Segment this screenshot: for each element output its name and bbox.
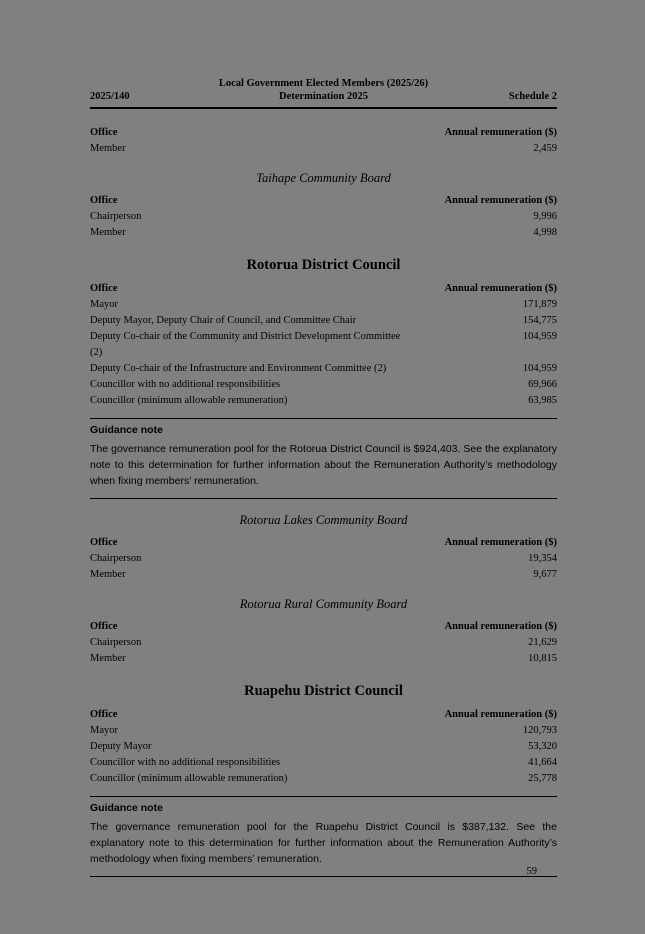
- amount-cell: 25,778: [528, 773, 557, 784]
- amount-cell: 9,996: [533, 211, 557, 222]
- table-row: [90, 225, 557, 241]
- table-row: [90, 635, 557, 651]
- amount-column-header: Annual remuneration ($): [444, 195, 557, 206]
- table-header-row: [90, 619, 557, 635]
- office-cell: Councillor with no additional responsibilities: [90, 379, 281, 390]
- running-header: [90, 77, 557, 103]
- guidance-note-ruapehu: [90, 796, 557, 877]
- table-row: [90, 739, 557, 755]
- amount-cell: 4,998: [533, 227, 557, 238]
- office-column-header: Office: [90, 621, 118, 632]
- amount-column-header: Annual remuneration ($): [444, 127, 557, 138]
- table-row: [90, 329, 557, 361]
- amount-cell: 10,815: [528, 653, 557, 664]
- guidance-note-text: The governance remuneration pool for the Rotorua District Council is $924,403. See the explanatory note to this determination for further information about the Remuneration Authority’s methodology when fixing members’ remuneration.: [90, 443, 557, 487]
- table-row: [90, 771, 557, 787]
- office-cell: Deputy Co-chair of the Community and District Development Committee (2): [90, 331, 401, 358]
- table-row: [90, 393, 557, 409]
- amount-cell: 69,966: [528, 379, 557, 390]
- guidance-note-title: Guidance note: [90, 802, 163, 814]
- office-cell: Member: [90, 569, 126, 580]
- section-heading-rotorua-lakes-community-board: Rotorua Lakes Community Board: [239, 513, 408, 527]
- office-column-header: Office: [90, 283, 118, 294]
- page-number: 59: [526, 866, 537, 877]
- office-cell: Chairperson: [90, 211, 142, 222]
- document-title: [90, 77, 557, 103]
- table-header-row: [90, 535, 557, 551]
- amount-column-header: Annual remuneration ($): [444, 537, 557, 548]
- office-cell: Mayor: [90, 725, 118, 736]
- rotorua-rural-board-table: [90, 619, 557, 667]
- table-row: [90, 361, 557, 377]
- amount-column-header: Annual remuneration ($): [444, 621, 557, 632]
- amount-cell: 104,959: [522, 363, 557, 374]
- table-row: [90, 723, 557, 739]
- office-cell: Member: [90, 653, 126, 664]
- ruapehu-council-table: [90, 707, 557, 787]
- amount-cell: 171,879: [522, 299, 557, 310]
- table-header-row: [90, 281, 557, 297]
- office-cell: Deputy Co-chair of the Infrastructure and Environment Committee (2): [90, 363, 387, 374]
- taihape-board-table: [90, 193, 557, 241]
- table-header-row: [90, 125, 557, 141]
- office-cell: Deputy Mayor, Deputy Chair of Council, and Committee Chair: [90, 315, 357, 326]
- office-cell: Member: [90, 143, 126, 154]
- amount-column-header: Annual remuneration ($): [444, 283, 557, 294]
- table-row: [90, 141, 557, 157]
- table-row: [90, 551, 557, 567]
- schedule-label: Schedule 2: [508, 91, 557, 102]
- amount-column-header: Annual remuneration ($): [444, 709, 557, 720]
- office-cell: Councillor with no additional responsibilities: [90, 757, 281, 768]
- document-title-line2: Determination 2025: [279, 91, 368, 102]
- amount-cell: 2,459: [533, 143, 557, 154]
- amount-cell: 53,320: [528, 741, 557, 752]
- table-row: [90, 209, 557, 225]
- amount-cell: 154,775: [522, 315, 557, 326]
- document-page: [90, 77, 557, 877]
- table-row: [90, 313, 557, 329]
- rotorua-council-table: [90, 281, 557, 409]
- instrument-number: 2025/140: [90, 91, 130, 102]
- amount-cell: 120,793: [522, 725, 557, 736]
- table-row: [90, 297, 557, 313]
- office-column-header: Office: [90, 127, 118, 138]
- table-row: [90, 567, 557, 583]
- amount-cell: 19,354: [528, 553, 557, 564]
- office-column-header: Office: [90, 709, 118, 720]
- office-cell: Chairperson: [90, 553, 142, 564]
- table-row: [90, 377, 557, 393]
- guidance-note-text: The governance remuneration pool for the Ruapehu District Council is $387,132. See the explanatory note to this determination for further information about the Remuneration Authority’s methodology when fixing members’ remuneration.: [90, 821, 557, 865]
- table-row: [90, 755, 557, 771]
- amount-cell: 63,985: [528, 395, 557, 406]
- office-cell: Councillor (minimum allowable remuneration): [90, 773, 288, 784]
- office-column-header: Office: [90, 537, 118, 548]
- office-cell: Member: [90, 227, 126, 238]
- document-title-line1: Local Government Elected Members (2025/26): [218, 78, 429, 89]
- table-header-row: [90, 193, 557, 209]
- guidance-note-rotorua: [90, 418, 557, 499]
- amount-cell: 9,677: [533, 569, 557, 580]
- guidance-note-title: Guidance note: [90, 424, 163, 436]
- office-column-header: Office: [90, 195, 118, 206]
- amount-cell: 21,629: [528, 637, 557, 648]
- table-header-row: [90, 707, 557, 723]
- section-heading-ruapehu-district-council: Ruapehu District Council: [244, 683, 403, 699]
- section-heading-taihape-community-board: Taihape Community Board: [256, 171, 391, 185]
- table-row: [90, 651, 557, 667]
- amount-cell: 104,959: [522, 331, 557, 342]
- office-cell: Chairperson: [90, 637, 142, 648]
- office-cell: Deputy Mayor: [90, 741, 152, 752]
- section-heading-rotorua-district-council: Rotorua District Council: [246, 257, 401, 273]
- office-cell: Councillor (minimum allowable remuneration): [90, 395, 288, 406]
- continuation-table: [90, 125, 557, 157]
- section-heading-rotorua-rural-community-board: Rotorua Rural Community Board: [239, 597, 408, 611]
- rotorua-lakes-board-table: [90, 535, 557, 583]
- office-cell: Mayor: [90, 299, 118, 310]
- amount-cell: 41,664: [528, 757, 557, 768]
- header-rule: [90, 107, 557, 109]
